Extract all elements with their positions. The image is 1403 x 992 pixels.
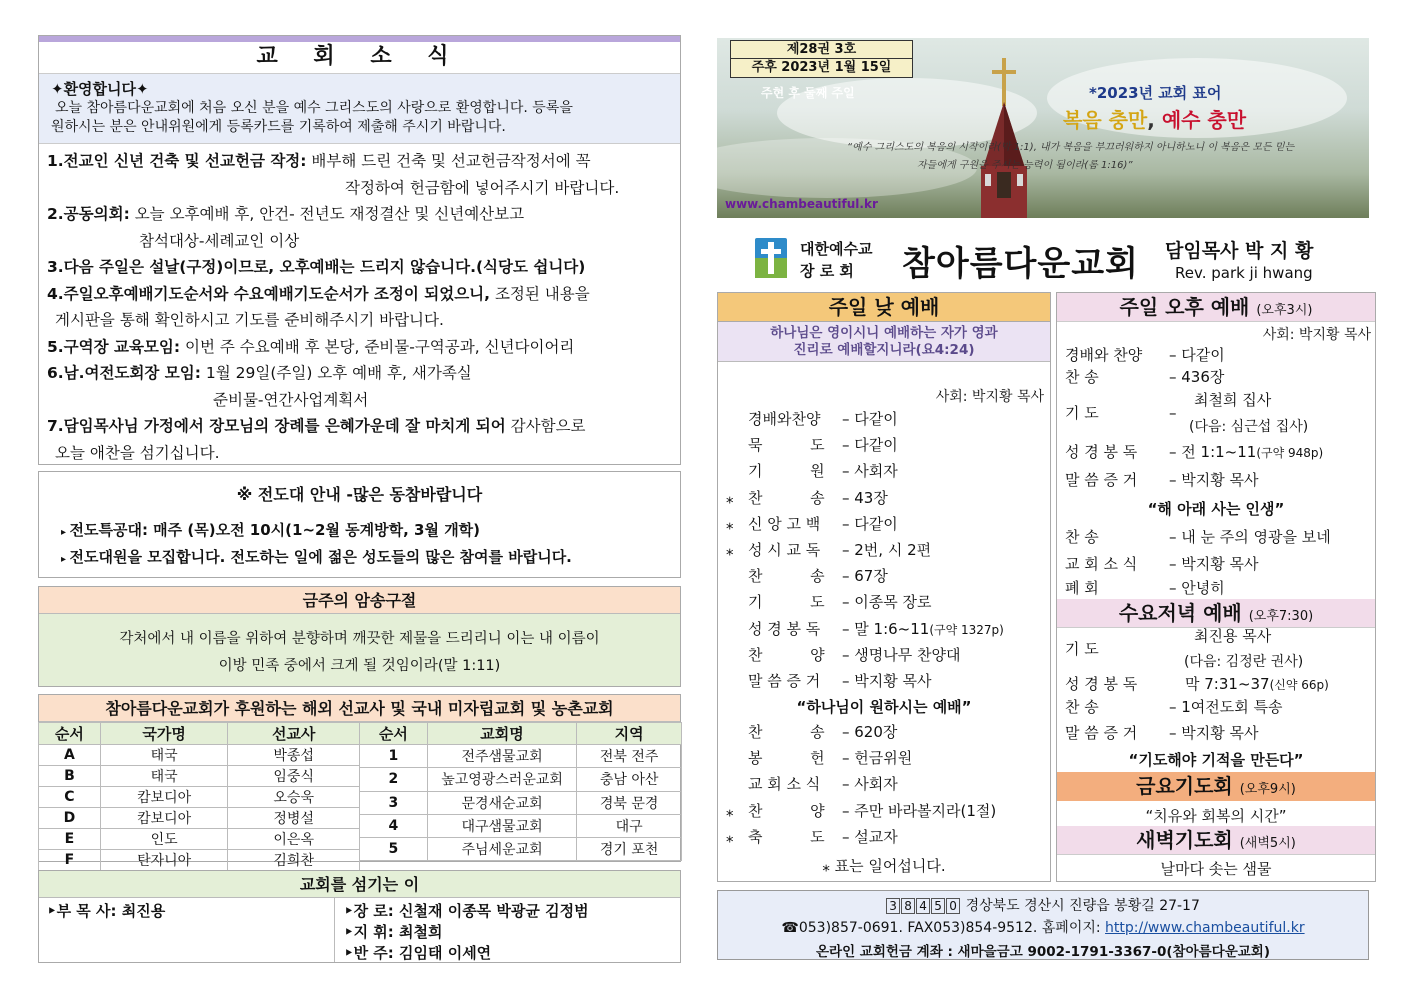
welcome-line: 원하시는 분은 안내위원에게 등록카드를 기록하여 제출해 주시기 바랍니다. bbox=[51, 119, 506, 135]
table-row bbox=[360, 745, 682, 768]
table-cell: 김희찬 bbox=[228, 850, 360, 871]
table-cell: 대구샘물교회 bbox=[427, 814, 577, 837]
order-who: – 사회자 bbox=[842, 462, 898, 481]
welcome-line: 오늘 참아름다운교회에 처음 오신 분을 예수 그리스도의 사랑으로 환영합니다. 등록을 bbox=[55, 100, 573, 116]
sunday-order-list-2 bbox=[726, 719, 1046, 850]
news-item: 2.공동의회: 오늘 오후예배 후, 안건- 전년도 재정결산 및 신년예산보고 bbox=[47, 205, 525, 223]
worship-order-row bbox=[726, 406, 1046, 432]
elders: ‣장 로: 신철재 이종목 박광균 김정범 bbox=[344, 902, 589, 920]
table-cell: 주님세운교회 bbox=[427, 838, 577, 861]
afternoon-prayer-name: 최철희 집사 bbox=[1194, 391, 1272, 409]
afternoon-prayer-next: (다음: 심근섭 집사) bbox=[1189, 419, 1309, 435]
afternoon-item: 찬 송 bbox=[1065, 528, 1099, 546]
order-item: 경배와찬양 bbox=[748, 410, 821, 428]
order-who: – 다같이 bbox=[842, 514, 898, 533]
wednesday-worship-title: 수요저녁 예배 (오후7:30) bbox=[1057, 599, 1375, 628]
wednesday-item: 성 경 봉 독 bbox=[1065, 675, 1138, 693]
season-label: 주현 후 둘째 주일 bbox=[761, 86, 855, 100]
standing-mark: ⁎ bbox=[726, 827, 734, 846]
worship-order-row bbox=[726, 642, 1046, 668]
denomination-line1: 대한예수교 bbox=[800, 240, 873, 258]
senior-pastor: 담임목사 박 지 황 bbox=[1165, 240, 1314, 262]
sunday-order-list bbox=[726, 406, 1046, 694]
phone-line: ☎053)857-0691. FAX053)854-9512. 홈페이지: http://www.chambeautiful.kr bbox=[781, 920, 1305, 936]
worship-order-row bbox=[726, 589, 1046, 615]
table-cell: E bbox=[39, 829, 101, 850]
afternoon-sermon-title: “해 아래 사는 인생” bbox=[1147, 500, 1285, 518]
worship-order-row bbox=[726, 798, 1046, 824]
memory-verse-line: 이방 민족 중에서 크게 될 것임이라(말 1:11) bbox=[218, 658, 501, 674]
order-item: 교 회 소 식 bbox=[748, 775, 821, 794]
standing-note: ⁎ 표는 일어섭니다. bbox=[822, 857, 946, 875]
church-logo-icon bbox=[755, 238, 787, 278]
table-cell: 정병설 bbox=[228, 808, 360, 829]
table-cell: 태국 bbox=[100, 745, 228, 766]
website-label: www.chambeautiful.kr bbox=[725, 197, 878, 211]
order-item: 찬 송 bbox=[748, 723, 825, 741]
column-header: 순서 bbox=[39, 723, 101, 745]
friday-theme: “치유와 회복의 시간” bbox=[1145, 807, 1287, 825]
table-cell: 4 bbox=[360, 814, 428, 837]
issue-box bbox=[730, 40, 913, 78]
order-who: – 43장 bbox=[842, 488, 888, 507]
zip-code bbox=[886, 898, 961, 914]
order-item: 성 시 교 독 bbox=[748, 540, 821, 559]
news-item: 4.주일오후예배기도순서와 수요예배기도순서가 조정이 되었으니, 조정된 내용을 bbox=[47, 284, 590, 303]
afternoon-item: 경배와 찬양 bbox=[1065, 346, 1143, 364]
table-cell: 태국 bbox=[100, 766, 228, 787]
wednesday-who: – 1여전도회 특송 bbox=[1169, 698, 1283, 716]
order-who: – 설교자 bbox=[842, 827, 898, 846]
motto-scripture: “예수 그리스도의 복음의 시작이라(막 1:1), 내가 복음을 부끄러워하지 아니하노니 이 복음은 모든 믿는 bbox=[847, 142, 1295, 153]
table-cell: 인도 bbox=[100, 829, 228, 850]
table-row bbox=[39, 766, 360, 787]
table-cell: 문경새순교회 bbox=[427, 791, 577, 814]
table-row bbox=[360, 791, 682, 814]
news-item: 7.담임목사님 가정에서 장모님의 장례를 은혜가운데 잘 마치게 되어 감사함으로 bbox=[47, 417, 586, 435]
table-cell: 2 bbox=[360, 768, 428, 791]
issue-volume: 제28권 3호 bbox=[731, 41, 912, 59]
zip-digit: 8 bbox=[901, 898, 915, 914]
church-news-title: 교 회 소 식 bbox=[39, 42, 680, 74]
dawn-prayer-title: 새벽기도회 (새벽5시) bbox=[1057, 826, 1375, 855]
memory-verse-section bbox=[38, 586, 681, 687]
news-item: 1.전교인 신년 건축 및 선교헌금 작정: 배부해 드린 건축 및 선교헌금작정서에 꼭 bbox=[47, 152, 591, 170]
order-item: 봉 헌 bbox=[748, 749, 825, 768]
news-item-cont: 준비물-연간사업계획서 bbox=[213, 390, 369, 409]
worship-order-row bbox=[726, 432, 1046, 458]
afternoon-item: 말 씀 증 거 bbox=[1065, 471, 1138, 489]
church-news-section bbox=[38, 35, 681, 465]
table-row bbox=[360, 768, 682, 791]
evangelism-line: ▸ 전도대원을 모집합니다. 전도하는 일에 젊은 성도들의 많은 참여를 바랍니다. bbox=[61, 548, 572, 566]
conductor: ‣지 휘: 최철희 bbox=[344, 923, 443, 941]
table-cell: 경기 포천 bbox=[577, 838, 682, 861]
order-item: 찬 송 bbox=[748, 567, 825, 586]
servants-section bbox=[38, 870, 681, 963]
order-item: 찬 송 bbox=[748, 488, 825, 507]
order-item: 찬 양 bbox=[748, 645, 825, 664]
table-cell: 높고영광스러운교회 bbox=[427, 768, 577, 791]
order-item: 기 도 bbox=[748, 593, 825, 612]
order-who: – 이종목 장로 bbox=[842, 593, 932, 612]
welcome-title: ✦환영합니다✦ bbox=[51, 80, 149, 98]
wednesday-sermon-title: “기도해야 기적을 만든다” bbox=[1128, 751, 1304, 769]
wednesday-prayer-name: 최진용 목사 bbox=[1194, 627, 1272, 645]
order-who: – 620장 bbox=[842, 723, 898, 741]
sunday-sermon-title: “하나님이 원하시는 예배” bbox=[796, 698, 972, 716]
afternoon-item: 폐 회 bbox=[1065, 579, 1099, 597]
table-row bbox=[360, 814, 682, 837]
wednesday-item: 찬 송 bbox=[1065, 698, 1099, 716]
column-header: 선교사 bbox=[228, 723, 360, 745]
afternoon-who: – 박지황 목사 bbox=[1169, 555, 1259, 573]
afternoon-who: – 436장 bbox=[1169, 368, 1225, 386]
order-item: 기 원 bbox=[748, 462, 825, 481]
afternoon-item: 교 회 소 식 bbox=[1065, 555, 1138, 573]
evangelism-section bbox=[38, 471, 681, 578]
table-row bbox=[39, 829, 360, 850]
table-cell: 대구 bbox=[577, 814, 682, 837]
table-cell: 경북 문경 bbox=[577, 791, 682, 814]
worship-order-row bbox=[726, 458, 1046, 484]
issue-date: 주후 2023년 1월 15일 bbox=[751, 60, 892, 75]
table-cell: D bbox=[39, 808, 101, 829]
news-item: 6.남.여전도회장 모임: 1월 29일(주일) 오후 예배 후, 새가족실 bbox=[47, 364, 472, 382]
news-item-cont: 게시판을 통해 확인하시고 기도를 준비해주시기 바랍니다. bbox=[55, 311, 444, 329]
servants-title: 교회를 섬기는 이 bbox=[39, 871, 680, 898]
worship-order-row bbox=[726, 824, 1046, 850]
afternoon-leader: 사회: 박지황 목사 bbox=[1262, 327, 1371, 343]
order-item: 성 경 봉 독 bbox=[748, 619, 821, 638]
sunday-theme-verse: 하나님은 영이시니 예배하는 자가 영과 진리로 예배할지니라(요4:24) bbox=[718, 322, 1050, 362]
table-cell: 충남 아산 bbox=[577, 768, 682, 791]
news-item: 5.구역장 교육모임: 이번 주 수요예배 후 본당, 준비물-구역공과, 신년다이어리 bbox=[47, 337, 575, 356]
worship-order-row bbox=[726, 616, 1046, 642]
sunday-morning-worship bbox=[717, 292, 1051, 882]
order-who: – 다같이 bbox=[842, 410, 898, 428]
afternoon-worship-title: 주일 오후 예배 (오후3시) bbox=[1057, 293, 1375, 322]
table-cell: F bbox=[39, 850, 101, 871]
worship-order-row bbox=[726, 668, 1046, 694]
table-header-row bbox=[360, 723, 682, 745]
worship-order-row bbox=[726, 719, 1046, 745]
order-who: – 2번, 시 2편 bbox=[842, 540, 932, 559]
order-item: 찬 양 bbox=[748, 801, 825, 820]
order-who: – 67장 bbox=[842, 567, 888, 586]
table-cell: 전주샘물교회 bbox=[427, 745, 577, 768]
accompanist: ‣반 주: 김임태 이세연 bbox=[344, 944, 492, 962]
afternoon-who: – 다같이 bbox=[1169, 346, 1225, 364]
table-row bbox=[39, 850, 360, 871]
worship-order-row bbox=[726, 511, 1046, 537]
dawn-theme: 날마다 솟는 샘물 bbox=[1160, 860, 1272, 878]
afternoon-who: – 전 1:1~11(구약 948p) bbox=[1169, 443, 1324, 461]
order-item: 신 앙 고 백 bbox=[748, 514, 821, 533]
table-row bbox=[39, 745, 360, 766]
wednesday-item: 말 씀 증 거 bbox=[1065, 724, 1138, 742]
wednesday-who: 막 7:31~37(신약 66p) bbox=[1185, 675, 1329, 693]
worship-order-row bbox=[726, 563, 1046, 589]
memory-verse-title: 금주의 암송구절 bbox=[39, 587, 680, 614]
table-header-row bbox=[39, 723, 360, 745]
evangelism-line: ▸ 전도특공대: 매주 (목)오전 10시(1~2월 동계방학, 3월 개학) bbox=[61, 521, 481, 539]
table-cell: 5 bbox=[360, 838, 428, 861]
sunday-leader: 사회: 박지황 목사 bbox=[935, 389, 1044, 405]
wednesday-who: – 박지황 목사 bbox=[1169, 724, 1259, 742]
zip-digit: 3 bbox=[886, 898, 900, 914]
order-who: – 말 1:6~11(구약 1327p) bbox=[842, 619, 1004, 638]
worship-order-row bbox=[726, 537, 1046, 563]
standing-mark: ⁎ bbox=[726, 801, 734, 820]
missionary-table bbox=[38, 722, 360, 871]
denomination-line2: 장 로 회 bbox=[800, 262, 854, 280]
assoc-pastor: ‣부 목 사: 최진용 bbox=[47, 902, 166, 920]
friday-prayer-title: 금요기도회 (오후9시) bbox=[1057, 772, 1375, 801]
afternoon-who: – 안녕히 bbox=[1169, 579, 1225, 597]
table-cell: B bbox=[39, 766, 101, 787]
standing-mark: ⁎ bbox=[726, 488, 734, 507]
table-cell: 오승욱 bbox=[228, 787, 360, 808]
evangelism-title: ※ 전도대 안내 -많은 동참바랍니다 bbox=[236, 485, 483, 504]
afternoon-item: 찬 송 bbox=[1065, 368, 1099, 386]
table-cell: 전북 전주 bbox=[577, 745, 682, 768]
news-list bbox=[39, 144, 680, 470]
table-row bbox=[39, 808, 360, 829]
news-item-cont: 참석대상-세례교인 이상 bbox=[139, 231, 300, 250]
order-item: 묵 도 bbox=[748, 436, 825, 455]
table-cell: 임중식 bbox=[228, 766, 360, 787]
support-section bbox=[38, 694, 681, 869]
table-cell: 캄보디아 bbox=[100, 787, 228, 808]
motto: 복음 충만, 예수 충만 bbox=[1063, 108, 1247, 132]
worship-order-row bbox=[726, 745, 1046, 771]
homepage-link[interactable]: http://www.chambeautiful.kr bbox=[1105, 920, 1305, 936]
table-cell: 박종섭 bbox=[228, 745, 360, 766]
welcome-box bbox=[39, 74, 680, 144]
church-name: 참아름다운교회 bbox=[902, 244, 1139, 284]
table-cell: 1 bbox=[360, 745, 428, 768]
zip-digit: 4 bbox=[916, 898, 930, 914]
table-row bbox=[360, 838, 682, 861]
standing-mark: ⁎ bbox=[726, 540, 734, 559]
standing-mark: ⁎ bbox=[726, 514, 734, 533]
table-cell: 캄보디아 bbox=[100, 808, 228, 829]
column-header: 지역 bbox=[577, 723, 682, 745]
order-who: – 주만 바라볼지라(1절) bbox=[842, 801, 997, 820]
support-title: 참아름다운교회가 후원하는 해외 선교사 및 국내 미자립교회 및 농촌교회 bbox=[39, 695, 680, 722]
memory-verse-line: 각처에서 내 이름을 위하여 분향하며 깨끗한 제물을 드리리니 이는 내 이름이 bbox=[119, 631, 600, 647]
wednesday-prayer-next: (다음: 김정란 권사) bbox=[1184, 654, 1304, 670]
footer-contact bbox=[717, 890, 1369, 960]
zip-digit: 5 bbox=[931, 898, 945, 914]
news-item: 3.다음 주일은 설날(구정)이므로, 오후예배는 드리지 않습니다.(식당도 쉽니다) bbox=[47, 258, 586, 276]
table-cell: A bbox=[39, 745, 101, 766]
news-item-cont: 오늘 애찬을 섬기십니다. bbox=[55, 443, 220, 462]
table-cell: 탄자니아 bbox=[100, 850, 228, 871]
column-header: 교회명 bbox=[427, 723, 577, 745]
table-cell: 이은옥 bbox=[228, 829, 360, 850]
order-item: 축 도 bbox=[748, 827, 825, 846]
order-item: 말 씀 증 거 bbox=[748, 671, 821, 690]
afternoon-item: 성 경 봉 독 bbox=[1065, 443, 1138, 461]
worship-order-row bbox=[726, 485, 1046, 511]
column-header: 국가명 bbox=[100, 723, 228, 745]
address-line: 3 8 4 5 0 경상북도 경산시 진량읍 봉황길 27-17 bbox=[718, 895, 1368, 915]
offering-account: 온라인 교회헌금 계좌 : 새마을금고 9002-1791-3367-0(참아름다운교회) bbox=[815, 944, 1271, 960]
wednesday-item: 기 도 bbox=[1065, 640, 1099, 658]
order-who: – 박지황 목사 bbox=[842, 671, 932, 690]
order-who: – 생명나무 찬양대 bbox=[842, 645, 961, 664]
weekly-services-column bbox=[1056, 292, 1376, 882]
order-who: – 헌금위원 bbox=[842, 749, 913, 768]
order-who: – 사회자 bbox=[842, 775, 898, 794]
motto-scripture: 자들에게 구원을 주시는 능력이 됨이라(롬 1:16)” bbox=[917, 160, 1133, 171]
church-table bbox=[359, 722, 682, 861]
afternoon-who: – 박지황 목사 bbox=[1169, 471, 1259, 489]
order-who: – 다같이 bbox=[842, 436, 898, 455]
worship-order-row bbox=[726, 771, 1046, 797]
table-row bbox=[39, 787, 360, 808]
table-cell: 3 bbox=[360, 791, 428, 814]
column-header: 순서 bbox=[360, 723, 428, 745]
sunday-worship-title: 주일 낮 예배 bbox=[718, 293, 1050, 322]
news-item-cont: 작정하여 헌금함에 넣어주시기 바랍니다. bbox=[345, 178, 620, 197]
afternoon-item: 기 도 bbox=[1065, 404, 1099, 422]
afternoon-who: – bbox=[1169, 404, 1177, 422]
afternoon-who: – 내 눈 주의 영광을 보네 bbox=[1169, 528, 1331, 546]
senior-pastor-english: Rev. park ji hwang bbox=[1175, 264, 1313, 282]
table-cell: C bbox=[39, 787, 101, 808]
zip-digit: 0 bbox=[946, 898, 960, 914]
motto-title: *2023년 교회 표어 bbox=[1089, 84, 1222, 102]
